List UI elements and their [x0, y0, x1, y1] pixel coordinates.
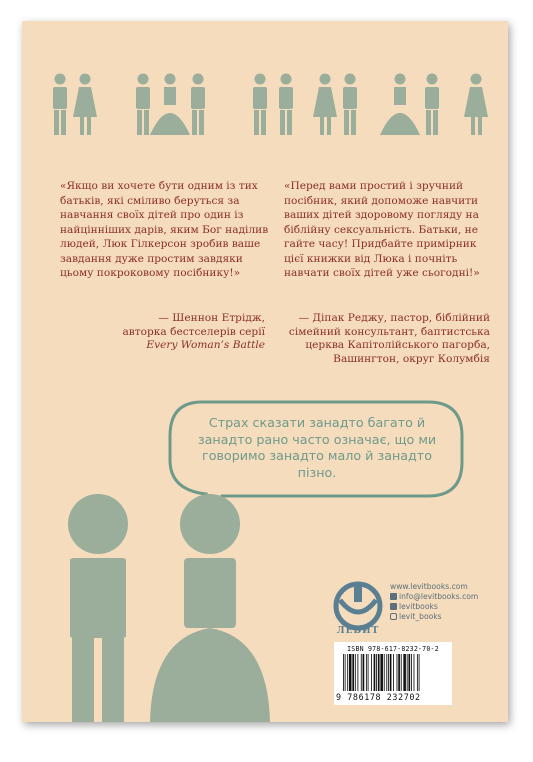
attribution-right: — Діпак Реджу, пастор, біблійний сімейний консультант, баптистська церква Капітолійського пагорба, Вашингтон, округ Колумбія — [288, 312, 490, 365]
man-icon — [343, 74, 357, 136]
barcode-bar — [361, 654, 362, 691]
barcode-bar — [343, 654, 344, 691]
barcode-bar — [403, 654, 406, 691]
barcode-bar — [388, 654, 389, 691]
woman-icon — [464, 74, 488, 136]
barcode-bar — [417, 654, 418, 691]
barcode-digits: 9 786178 232702 — [336, 692, 421, 702]
barcode-bar — [408, 654, 410, 691]
barcode-bar — [352, 654, 354, 691]
barcode-bar — [397, 654, 398, 691]
publisher-logo-label: ЛЕВИТ — [336, 626, 380, 636]
website-link[interactable]: www.levitbooks.com — [390, 582, 468, 591]
big-people-illustration — [60, 488, 270, 722]
barcode-bar — [398, 654, 400, 691]
mail-icon — [390, 593, 397, 600]
figures-row — [48, 73, 488, 153]
woman-icon — [73, 74, 97, 136]
attribution-left — [60, 312, 265, 353]
barcode-bar — [355, 654, 356, 691]
barcode-bar — [363, 654, 365, 691]
quote-right: «Перед вами простий і зручний посібник, який допоможе навчити ваших дітей здоровому погляду на біблійну сексуальність. Батьки, не гайте часу! Придбайте примірник цієї книжки від Люка і почніть навчати своїх дітей уже сьогодні!» — [284, 180, 480, 279]
man-icon — [191, 74, 205, 136]
barcode-bar — [376, 654, 377, 691]
man-icon — [279, 74, 293, 136]
woman-icon — [380, 74, 420, 136]
barcode-bar — [414, 654, 415, 691]
barcode-bar — [378, 654, 380, 691]
boy-figure — [62, 494, 134, 722]
barcode-bar — [368, 654, 369, 691]
barcode-bar — [349, 654, 352, 691]
bubble-text: Страх сказати занадто багато й занадто рано часто означає, що ми говоримо занадто мало й занадто пізно. — [197, 415, 437, 480]
barcode-bar — [419, 654, 420, 691]
girl-figure — [150, 494, 270, 722]
barcode-bar — [357, 654, 358, 691]
barcode-bar — [407, 654, 408, 691]
barcode-bar — [401, 654, 402, 691]
isbn-text: ISBN 978-617-8232-70-2 — [347, 645, 439, 653]
barcode-bar — [380, 654, 383, 691]
attribution-left-name: — Шеннон Етрідж, — [158, 312, 265, 324]
barcode-bar — [390, 654, 392, 691]
attribution-left-work: Every Woman’s Battle — [146, 339, 265, 351]
man-icon — [136, 74, 150, 136]
barcode-bar — [371, 654, 372, 691]
people-icons — [48, 73, 488, 153]
facebook-row — [390, 602, 506, 612]
barcode-bars — [343, 654, 447, 691]
barcode-bar — [393, 654, 394, 691]
barcode-bar — [374, 654, 376, 691]
email-row — [390, 592, 506, 602]
facebook-icon — [390, 603, 397, 610]
attribution-left-role: авторка бестселерів серії — [122, 325, 265, 338]
woman-icon — [313, 74, 337, 136]
barcode-bar — [345, 654, 346, 691]
publisher-contacts — [390, 582, 506, 622]
instagram-row — [390, 612, 506, 622]
man-icon — [53, 74, 67, 136]
barcode-panel — [334, 642, 452, 705]
instagram-link[interactable]: levit_books — [399, 612, 442, 621]
instagram-icon — [390, 613, 397, 620]
man-icon — [253, 74, 267, 136]
woman-icon — [150, 74, 190, 136]
barcode-bar — [386, 654, 387, 691]
facebook-link[interactable]: levitbooks — [399, 602, 438, 611]
book-back-cover — [22, 21, 508, 722]
barcode-bar — [347, 654, 348, 691]
quote-left: «Якщо ви хочете бути одним із тих батьків, які сміливо беруться за навчання своїх дітей про один із найцінніших дарів, яким Бог наділив людей, Люк Гілкерсон зробив ваше завдання дуже простим завдяки цьому покроковому посібнику!» — [60, 180, 269, 279]
email-link[interactable]: info@levitbooks.com — [399, 592, 479, 601]
barcode-bar — [411, 654, 412, 691]
barcode-bar — [384, 654, 385, 691]
man-icon — [425, 74, 439, 136]
barcode-bar — [366, 654, 367, 691]
